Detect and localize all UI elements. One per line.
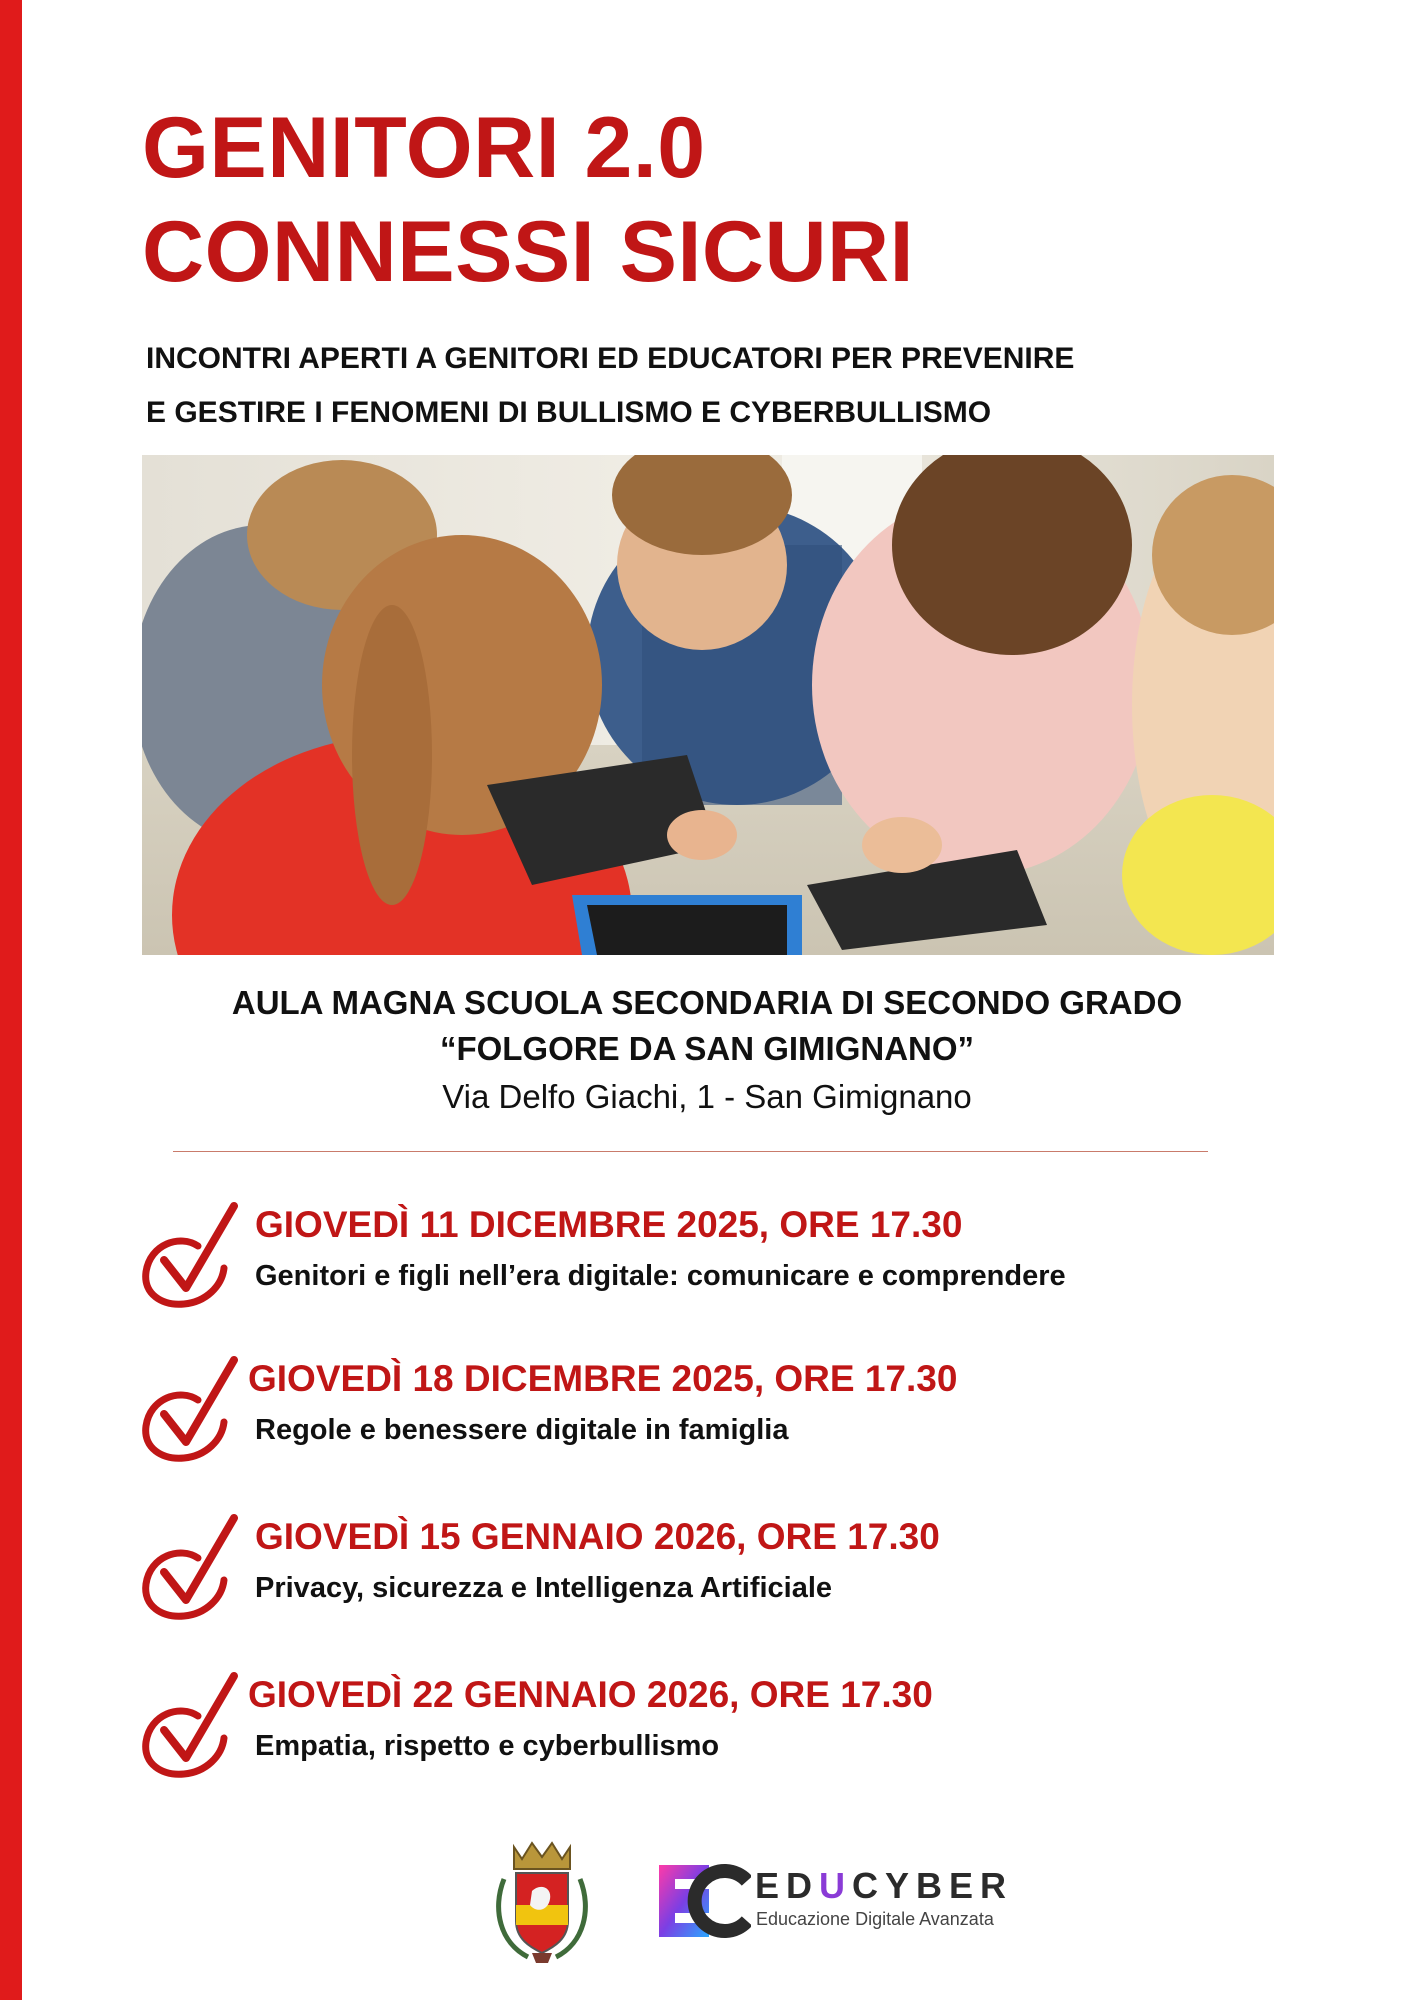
venue-info bbox=[0, 980, 1414, 1122]
footer-logos bbox=[0, 1835, 1414, 1975]
educyber-brand-highlight: U bbox=[819, 1865, 853, 1906]
title-line-1: GENITORI 2.0 bbox=[142, 100, 706, 196]
educyber-ec-mark-icon bbox=[655, 1861, 751, 1941]
event-item-4 bbox=[140, 1670, 1280, 1790]
subtitle-line-1: INCONTRI APERTI A GENITORI ED EDUCATORI PER PREVENIRE bbox=[146, 342, 1075, 375]
educyber-brand-prefix: ED bbox=[755, 1865, 820, 1906]
educyber-brand-name bbox=[755, 1865, 1013, 1907]
subtitle bbox=[146, 332, 1074, 440]
page-title bbox=[142, 96, 914, 304]
event-topic: Empatia, rispetto e cyberbullismo bbox=[255, 1730, 720, 1762]
hero-photo-children-with-tablets bbox=[142, 455, 1274, 955]
event-date: GIOVEDÌ 11 DICEMBRE 2025, ORE 17.30 bbox=[255, 1204, 963, 1245]
event-date: GIOVEDÌ 18 DICEMBRE 2025, ORE 17.30 bbox=[248, 1358, 958, 1399]
event-topic: Privacy, sicurezza e Intelligenza Artificiale bbox=[255, 1572, 833, 1604]
educyber-logo bbox=[655, 1861, 1015, 1941]
event-topic: Genitori e figli nell’era digitale: comunicare e comprendere bbox=[255, 1260, 1066, 1292]
venue-line-2: “FOLGORE DA SAN GIMIGNANO” bbox=[439, 1030, 975, 1067]
event-topic: Regole e benessere digitale in famiglia bbox=[255, 1414, 789, 1446]
divider bbox=[173, 1151, 1208, 1152]
event-item-2 bbox=[140, 1354, 1280, 1474]
event-item-1 bbox=[140, 1200, 1280, 1320]
educyber-tagline: Educazione Digitale Avanzata bbox=[756, 1909, 994, 1929]
event-date: GIOVEDÌ 22 GENNAIO 2026, ORE 17.30 bbox=[248, 1674, 933, 1715]
educyber-brand-suffix: CYBER bbox=[852, 1865, 1014, 1906]
event-date: GIOVEDÌ 15 GENNAIO 2026, ORE 17.30 bbox=[255, 1516, 940, 1557]
checkmark-circle-icon bbox=[140, 1670, 240, 1782]
checkmark-circle-icon bbox=[140, 1354, 240, 1466]
event-item-3 bbox=[140, 1512, 1280, 1632]
checkmark-circle-icon bbox=[140, 1512, 240, 1624]
title-line-2: CONNESSI SICURI bbox=[142, 204, 915, 300]
municipal-crest-logo bbox=[492, 1839, 592, 1969]
subtitle-line-2: E GESTIRE I FENOMENI DI BULLISMO E CYBERBULLISMO bbox=[146, 396, 992, 429]
venue-address: Via Delfo Giachi, 1 - San Gimignano bbox=[442, 1078, 972, 1115]
venue-line-1: AULA MAGNA SCUOLA SECONDARIA DI SECONDO GRADO bbox=[231, 984, 1183, 1021]
checkmark-circle-icon bbox=[140, 1200, 240, 1312]
